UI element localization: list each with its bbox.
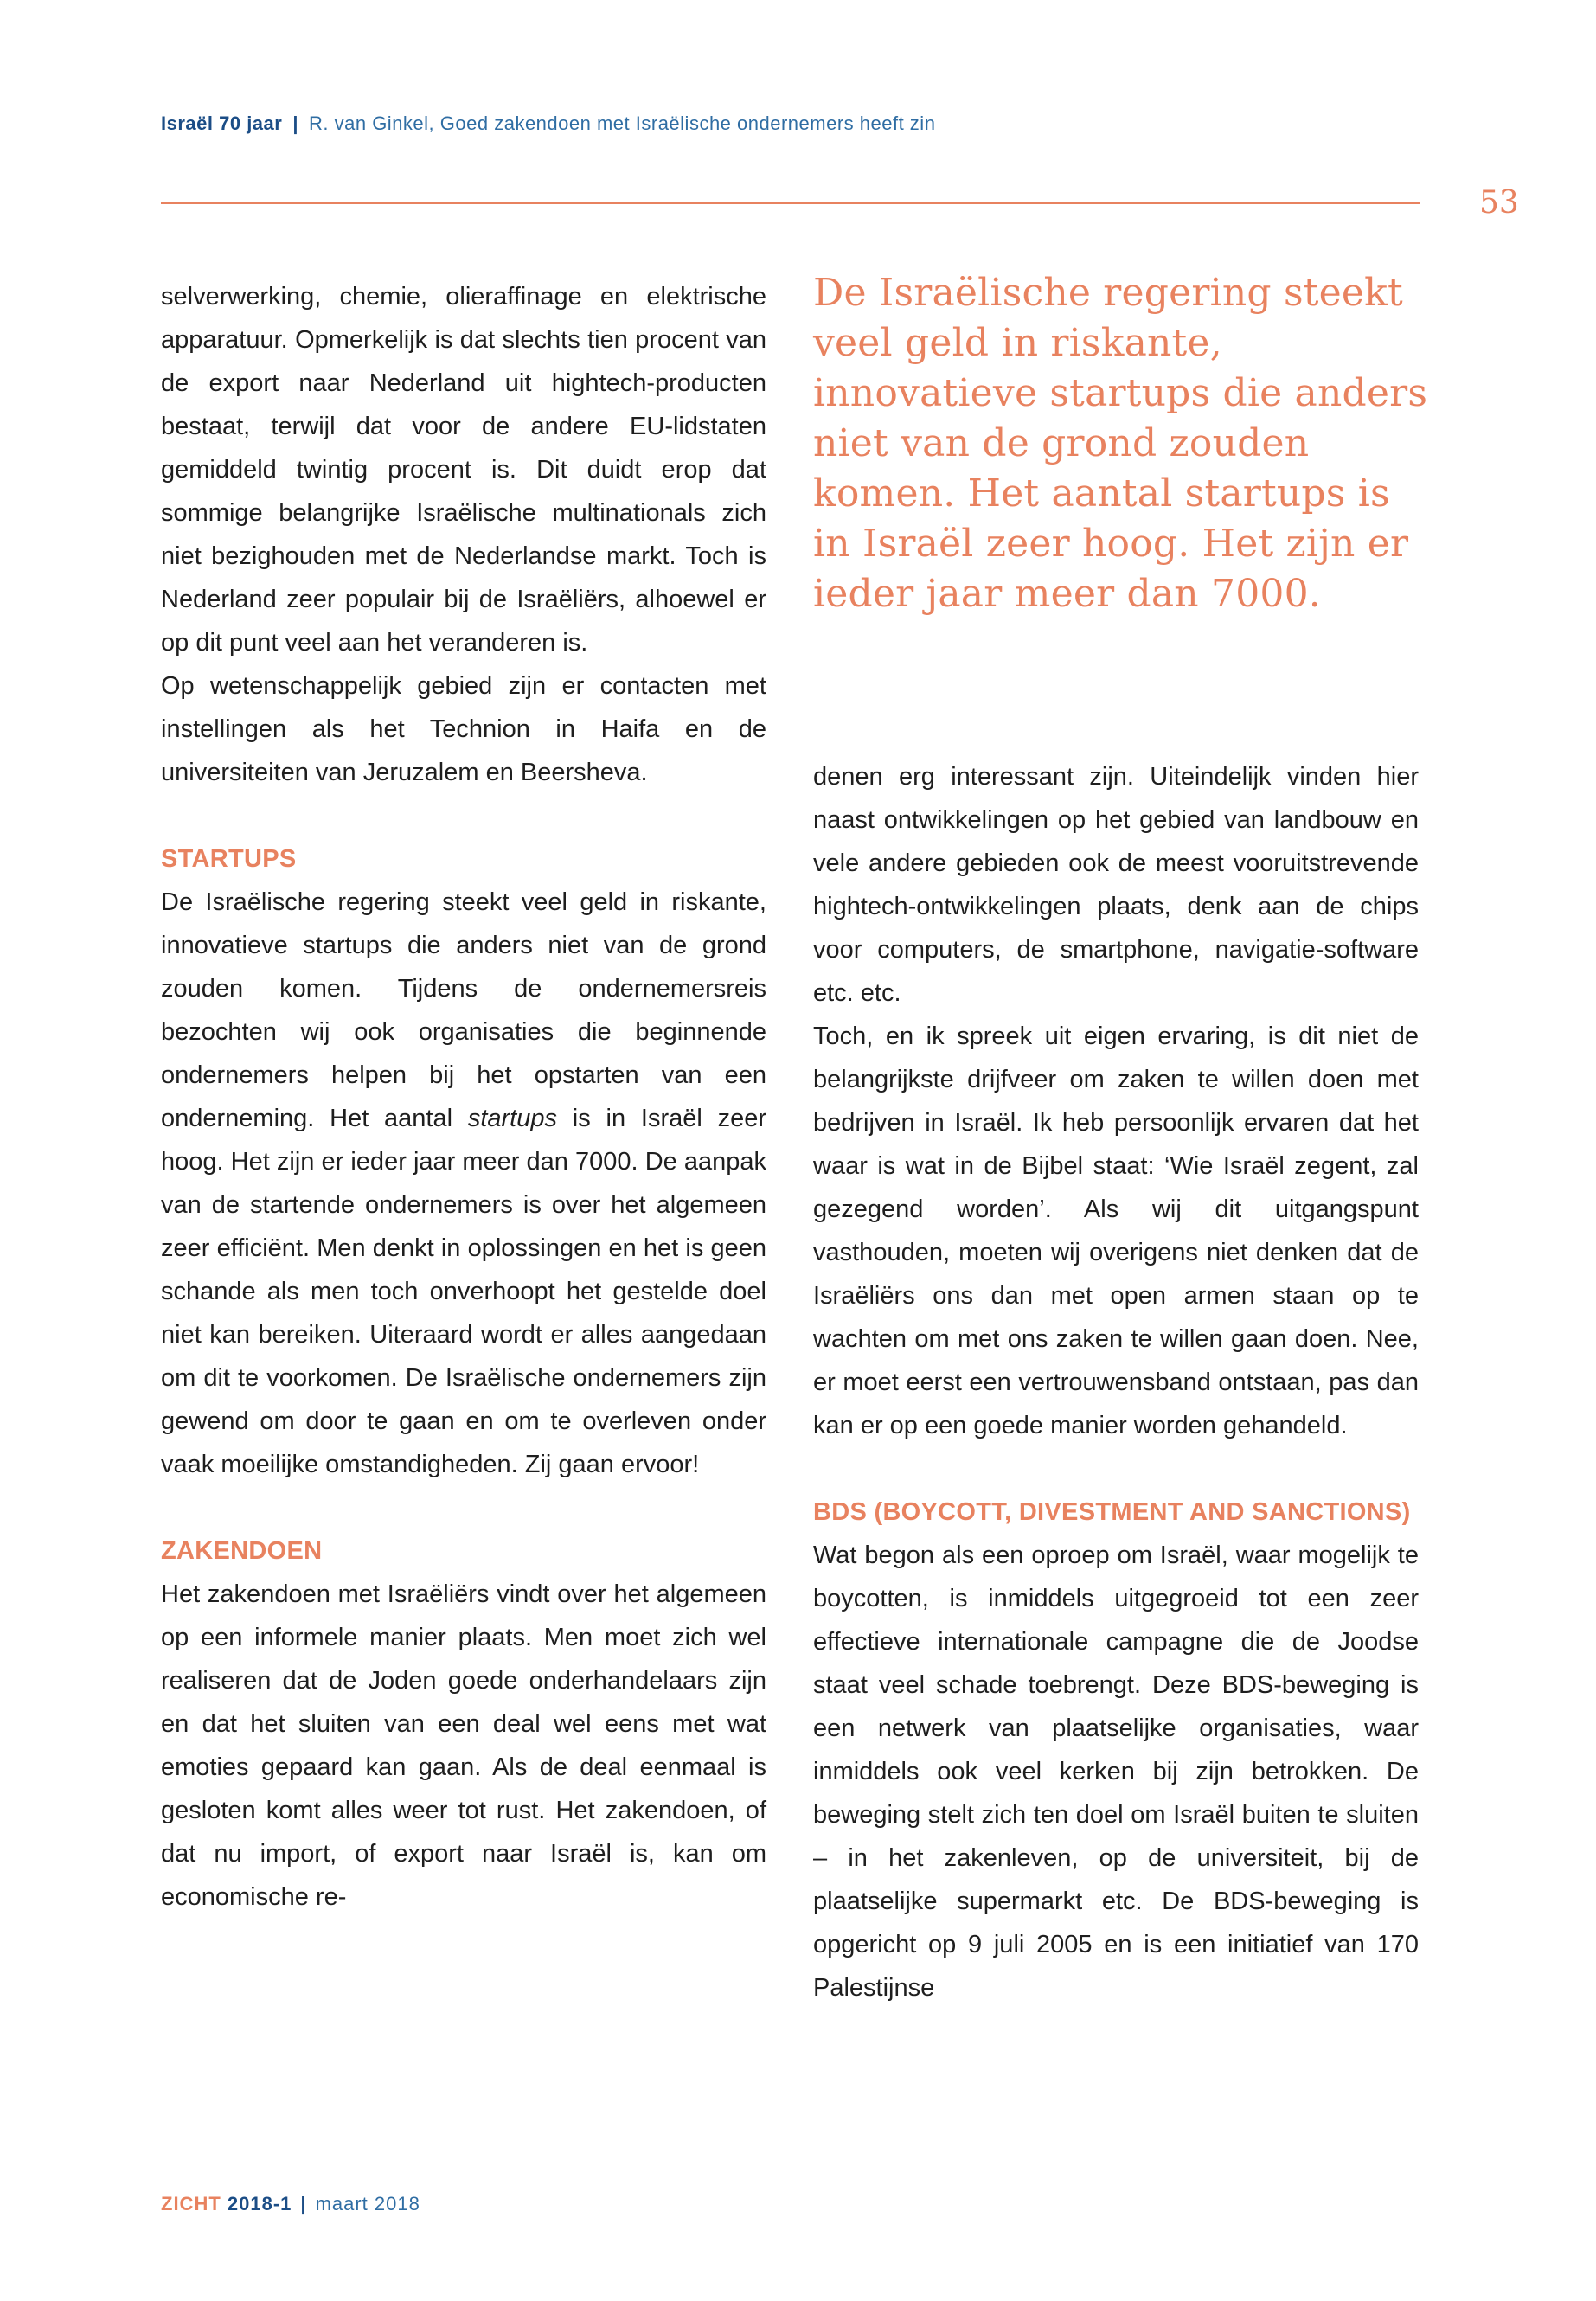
right-paragraph-2: Toch, en ik spreek uit eigen ervaring, is dit niet de belangrijkste drijfveer om zaken te willen doen met bedrijven in Israël. Ik heb persoonlijk ervaren dat het waar is wat in de Bijbel staat: ‘Wie Israël zegent, zal gezegend worden’. Als wij dit uitgangspunt vasthouden, moeten wij overigens niet denken dat de Israëliërs ons dan met open armen staan op te wachten om met ons zaken te willen gaan doen. Nee, er moet eerst een vertrouwensband ontstaan, pas dan kan er op een goede manier worden gehandeld. xyxy=(813,1022,1419,1439)
startups-text-part-1: De Israëlische regering steekt veel geld in riskante, innovatieve startups die anders niet van de grond zouden komen. Tijdens de ondernemersreis bezochten wij ook organisaties die beginnende ondernemers helpen bij het opstarten van een onderneming. Het aantal xyxy=(161,888,766,1132)
section-heading-bds: BDS (BOYCOTT, DIVESTMENT AND SANCTIONS) xyxy=(813,1498,1411,1526)
right-paragraph-1: denen erg interessant zijn. Uiteindelijk vinden hier naast ontwikkelingen op het gebied van landbouw en vele andere gebieden ook de meest vooruitstrevende hightech-ontwikkelingen plaats, denk aan de chips voor computers, de smartphone, navigatie-software etc. etc. xyxy=(813,763,1419,1007)
header-divider-line xyxy=(161,202,1420,204)
footer-brand: ZICHT xyxy=(161,2193,221,2214)
startups-text-part-2: is in Israël zeer hoog. Het zijn er ieder jaar meer dan 7000. De aanpak van de startende ondernemers is over het algemeen zeer efficiënt. Men denkt in oplossingen en het is geen schande als men toch onverhoopt het gestelde doel niet kan bereiken. Uiteraard wordt er alles aangedaan om dit te voorkomen. De Israëlische ondernemers zijn gewend om door te gaan en om te overleven onder vaak moeilijke omstandigheden. Zij gaan ervoor! xyxy=(161,1105,766,1478)
article-byline-title: R. van Ginkel, Goed zakendoen met Israëlische ondernemers heeft zin xyxy=(309,112,936,134)
intro-paragraph-1: selverwerking, chemie, olieraffinage en elektrische apparatuur. Opmerkelijk is dat slechts tien procent van de export naar Nederland uit hightech-producten bestaat, terwijl dat voor de andere EU-lidstaten gemiddeld twintig procent is. Dit duidt erop dat sommige belangrijke Israëlische multinationals zich niet bezighouden met de Nederlandse markt. Toch is Nederland zeer populair bij de Israëliërs, alhoewel er op dit punt veel aan het veranderen is. xyxy=(161,283,766,657)
right-column xyxy=(813,755,1419,2009)
running-header xyxy=(161,112,935,135)
page-number: 53 xyxy=(1479,185,1519,221)
section-heading-zakendoen: ZAKENDOEN xyxy=(161,1537,323,1565)
footer-date: maart 2018 xyxy=(315,2193,420,2214)
header-separator: | xyxy=(292,112,298,134)
bds-paragraph: Wat begon als een oproep om Israël, waar mogelijk te boycotten, is inmiddels uitgegroeid tot een zeer effectieve internationale campagne die de Joodse staat veel schade toebrengt. Deze BDS-beweging is een netwerk van plaatselijke organisaties, waar inmiddels ook veel kerken bij zijn betrokken. De beweging stelt zich ten doel om Israël buiten te sluiten – in het zakenleven, op de universiteit, bij de plaatselijke supermarkt etc. De BDS-beweging is opgericht op 9 juli 2005 en is een initiatief van 170 Palestijnse xyxy=(813,1541,1419,2002)
footer-issue: 2018-1 xyxy=(227,2193,292,2214)
left-column xyxy=(161,275,766,1919)
intro-paragraph-2: Op wetenschappelijk gebied zijn er contacten met instellingen als het Technion in Haifa en de universiteiten van Jeruzalem en Beersheva. xyxy=(161,672,766,786)
zakendoen-paragraph: Het zakendoen met Israëliërs vindt over het algemeen op een informele manier plaats. Men moet zich wel realiseren dat de Joden goede onderhandelaars zijn en dat het sluiten van een deal wel eens met wat emoties gepaard kan gaan. Als de deal eenmaal is gesloten komt alles weer tot rust. Het zakendoen, of dat nu import, of export naar Israël is, kan om economische re- xyxy=(161,1580,766,1911)
section-heading-startups: STARTUPS xyxy=(161,845,297,873)
pull-quote: De Israëlische regering steekt veel geld in riskante, innovatieve startups die anders niet van de grond zouden komen. Het aantal startups is in Israël zeer hoog. Het zijn er ieder jaar meer dan 7000. xyxy=(813,271,1428,616)
page-footer xyxy=(161,2193,420,2215)
footer-separator: | xyxy=(300,2193,307,2214)
startups-italic-term: startups xyxy=(467,1105,558,1132)
magazine-series-title: Israël 70 jaar xyxy=(161,112,283,134)
startups-paragraph xyxy=(161,881,766,1486)
